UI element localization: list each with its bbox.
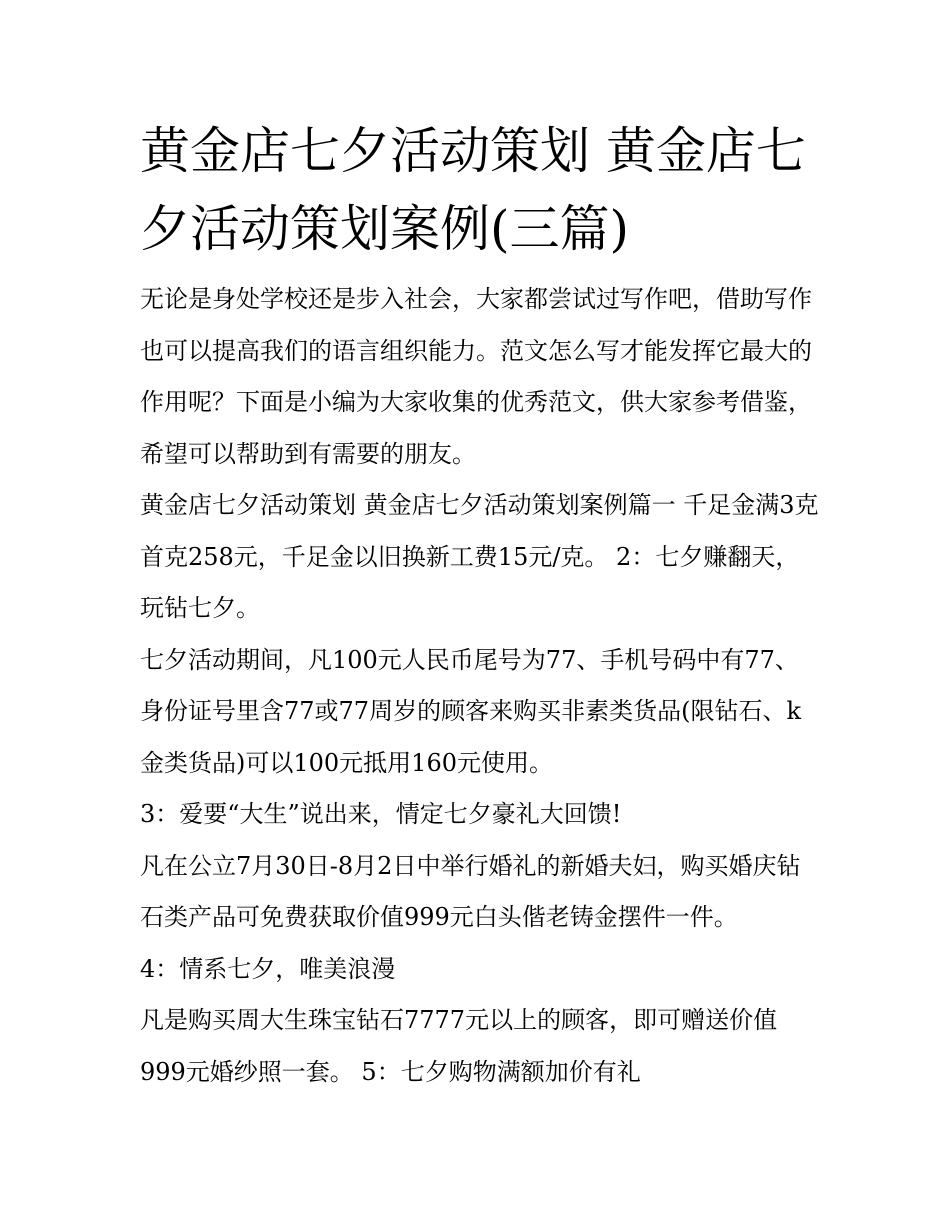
paragraph-4: 凡在公立7月30日-8月2日中举行婚礼的新婚夫妇，购买婚庆钻石类产品可免费获取价值999元白头偕老铸金摆件一件。 bbox=[140, 851, 801, 931]
paragraph-1: 黄金店七夕活动策划 黄金店七夕活动策划案例篇一 千足金满3克首克258元，千足金以旧换新工费15元/克。 2：七夕赚翻天，玩钻七夕。 bbox=[140, 491, 819, 622]
document-page bbox=[140, 112, 820, 1098]
document-title: 黄金店七夕活动策划 黄金店七夕活动策划案例(三篇) bbox=[140, 122, 806, 258]
paragraph-3: 3：爱要“大生”说出来，情定七夕豪礼大回馈! bbox=[140, 800, 622, 828]
paragraph-5: 4：情系七夕，唯美浪漫 bbox=[140, 954, 396, 983]
paragraph-2: 七夕活动期间，凡100元人民币尾号为77、手机号码中有77、身份证号里含77或77周岁的顾客来购买非素类货品(限钻石、k金类货品)可以100元抵用160元使用。 bbox=[140, 645, 801, 777]
paragraph-6: 凡是购买周大生珠宝钻石7777元以上的顾客，即可赠送价值999元婚纱照一套。 5：七夕购物满额加价有礼 bbox=[140, 1006, 778, 1086]
paragraph-intro: 无论是身处学校还是步入社会，大家都尝试过写作吧，借助写作也可以提高我们的语言组织能力。范文怎么写才能发挥它最大的作用呢？下面是小编为大家收集的优秀范文，供大家参考借鉴，希望可以帮助到有需要的朋友。 bbox=[140, 285, 812, 468]
